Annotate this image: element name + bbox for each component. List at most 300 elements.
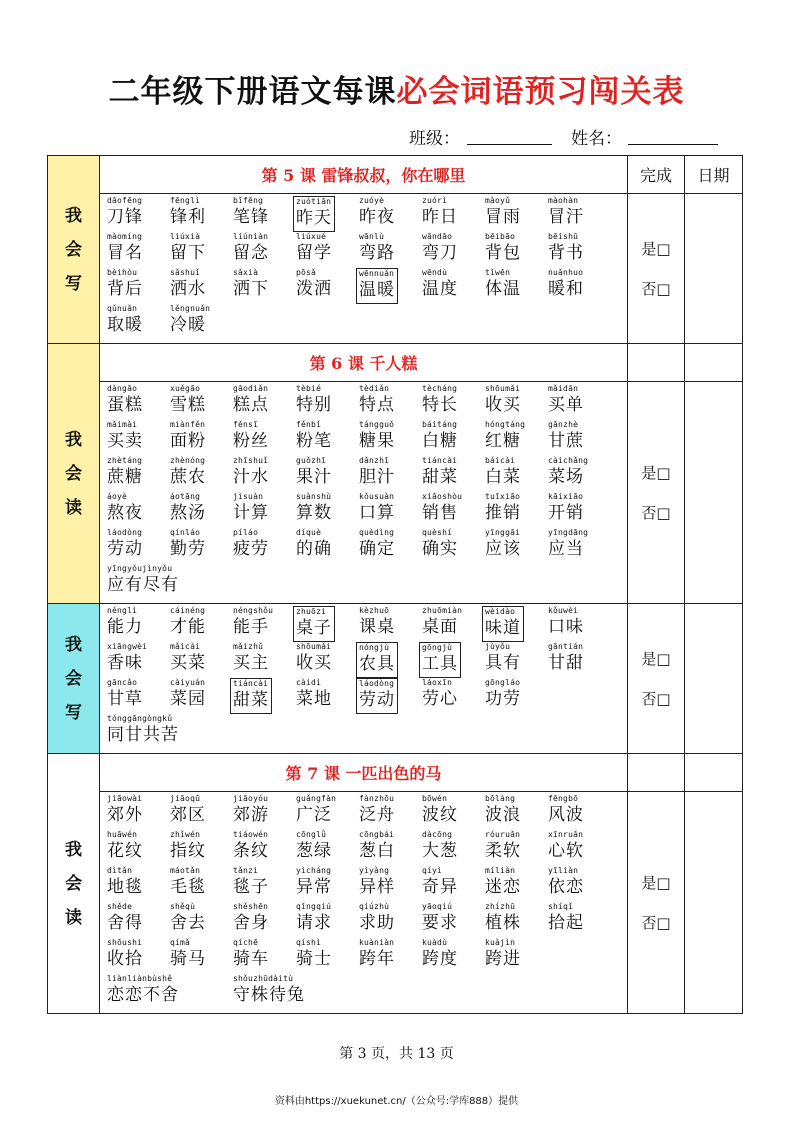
word-pinyin: miànfěn (170, 420, 206, 429)
word-item (548, 384, 611, 420)
vocab-table (47, 155, 743, 1014)
lesson-title: 第 6 课 千人糕 (100, 344, 628, 382)
word-hanzi: 骑车 (233, 949, 269, 969)
word-hanzi: 粉笔 (296, 431, 332, 451)
word-item (548, 866, 611, 902)
word-hanzi: 冒雨 (485, 207, 521, 227)
word-row (107, 678, 627, 714)
word-item (485, 902, 548, 938)
word-hanzi: 冷暖 (170, 315, 206, 335)
word-item (422, 492, 485, 528)
word-item (107, 232, 170, 268)
word-hanzi: 甜菜 (422, 467, 458, 487)
word-hanzi: 大葱 (422, 841, 458, 861)
word-pinyin: gōngláo (485, 678, 521, 687)
word-hanzi: 菜场 (548, 467, 584, 487)
word-item (296, 642, 359, 678)
word-pinyin: qíchē (233, 938, 259, 947)
word-hanzi: 昨日 (422, 207, 458, 227)
word-item (233, 974, 359, 1010)
word-pinyin: jiāoqū (170, 794, 201, 803)
word-pinyin: kǒusuàn (359, 492, 395, 501)
word-pinyin: wèidào (485, 607, 516, 616)
word-hanzi: 劳动 (359, 690, 395, 710)
word-hanzi: 口算 (359, 503, 395, 523)
word-item (359, 678, 422, 714)
word-item (170, 492, 233, 528)
word-pinyin: quèdìng (359, 528, 395, 537)
word-pinyin: shěqù (170, 902, 196, 911)
word-pinyin: nuǎnhuo (548, 268, 584, 277)
word-pinyin: sǎxià (233, 268, 259, 277)
word-pinyin: quèshí (422, 528, 453, 537)
date-header (685, 754, 743, 792)
no-checkbox[interactable]: 否□ (641, 689, 671, 708)
word-row (107, 528, 627, 564)
word-pinyin: gōngjù (422, 643, 453, 652)
word-pinyin: yīngdāng (548, 528, 589, 537)
word-hanzi: 风波 (548, 805, 584, 825)
word-item (485, 678, 548, 714)
word-pinyin: tiáowén (233, 830, 269, 839)
yes-checkbox[interactable]: 是□ (641, 463, 671, 482)
word-hanzi: 糖果 (359, 431, 395, 451)
word-hanzi: 勤劳 (170, 539, 206, 559)
word-pinyin: yāoqiú (422, 902, 453, 911)
no-checkbox[interactable]: 否□ (641, 913, 671, 932)
category-char: 会 (65, 239, 82, 260)
word-pinyin: zhètáng (107, 456, 143, 465)
word-hanzi: 销售 (422, 503, 458, 523)
word-pinyin: kāixiāo (548, 492, 584, 501)
word-item (422, 456, 485, 492)
word-row (107, 794, 627, 830)
word-row (107, 268, 627, 304)
word-pinyin: mǎicài (170, 642, 201, 651)
class-blank[interactable] (467, 144, 552, 145)
word-pinyin: dàcōng (422, 830, 453, 839)
word-pinyin: zhènóng (170, 456, 206, 465)
word-item (233, 528, 296, 564)
lesson-title: 第 7 课 一匹出色的马 (100, 754, 628, 792)
word-pinyin: zuórì (422, 196, 448, 205)
page-title (0, 66, 793, 111)
word-item (170, 268, 233, 304)
word-item (107, 714, 233, 750)
word-item (296, 420, 359, 456)
word-hanzi: 确定 (359, 539, 395, 559)
word-hanzi: 甘蔗 (548, 431, 584, 451)
yes-checkbox[interactable]: 是□ (641, 239, 671, 258)
word-row (107, 232, 627, 268)
word-hanzi: 农具 (359, 654, 395, 674)
word-item (548, 268, 611, 304)
word-row (107, 642, 627, 678)
word-pinyin: yīnggāi (485, 528, 521, 537)
word-hanzi: 菜园 (170, 689, 206, 709)
word-pinyin: wēndù (422, 268, 448, 277)
word-row (107, 714, 627, 750)
word-item (107, 384, 170, 420)
word-pinyin: míliàn (485, 866, 516, 875)
date-cell[interactable] (685, 194, 743, 344)
word-pinyin: nénglì (107, 606, 138, 615)
word-item (548, 606, 611, 642)
word-item (485, 794, 548, 830)
word-hanzi: 才能 (170, 617, 206, 637)
word-item (170, 866, 233, 902)
word-pinyin: màoyǔ (485, 196, 511, 205)
word-pinyin: gāncǎo (107, 678, 138, 687)
word-item (359, 866, 422, 902)
word-pinyin: hóngtáng (485, 420, 526, 429)
word-item (107, 830, 170, 866)
word-hanzi: 跨年 (359, 949, 395, 969)
word-item (548, 830, 611, 866)
word-item (359, 606, 422, 642)
word-item (296, 456, 359, 492)
word-hanzi: 异样 (359, 877, 395, 897)
title-red: 必会词语预习闯关表 (396, 74, 685, 110)
word-hanzi: 昨夜 (359, 207, 395, 227)
word-pinyin: shǒuzhūdàitù (233, 974, 294, 983)
yes-checkbox[interactable]: 是□ (641, 649, 671, 668)
word-row (107, 974, 627, 1010)
word-item (107, 794, 170, 830)
word-hanzi: 广泛 (296, 805, 332, 825)
category-char: 会 (65, 873, 82, 894)
word-hanzi: 背书 (548, 243, 584, 263)
name-blank[interactable] (628, 144, 718, 145)
word-hanzi: 汁水 (233, 467, 269, 487)
completion-cell (628, 792, 685, 1014)
word-pinyin: áoyè (107, 492, 128, 501)
word-item (422, 420, 485, 456)
word-hanzi: 甘甜 (548, 653, 584, 673)
word-item (107, 606, 170, 642)
no-checkbox[interactable]: 否□ (641, 503, 671, 522)
word-hanzi: 刀锋 (107, 207, 143, 227)
word-item (296, 384, 359, 420)
word-item (296, 232, 359, 268)
word-item (170, 938, 233, 974)
word-item (422, 794, 485, 830)
word-hanzi: 守株待兔 (233, 985, 305, 1005)
date-cell[interactable] (685, 792, 743, 1014)
word-item (422, 830, 485, 866)
word-pinyin: láodòng (359, 679, 395, 688)
done-header (628, 754, 685, 792)
word-item (359, 938, 422, 974)
word-item (422, 902, 485, 938)
word-item (170, 420, 233, 456)
word-pinyin: dàngāo (107, 384, 138, 393)
word-item (233, 794, 296, 830)
word-row (107, 564, 627, 600)
word-pinyin: qiúzhù (359, 902, 390, 911)
word-hanzi: 买菜 (170, 653, 206, 673)
word-pinyin: shōushi (107, 938, 143, 947)
word-list (100, 382, 628, 604)
class-label: 班级： (409, 129, 460, 149)
word-hanzi: 功劳 (485, 689, 521, 709)
word-pinyin: bōwén (422, 794, 448, 803)
word-item (359, 492, 422, 528)
word-pinyin: tónggāngòngkǔ (107, 714, 173, 723)
word-item (107, 642, 170, 678)
word-item (359, 268, 422, 304)
word-hanzi: 桌子 (296, 618, 332, 638)
word-hanzi: 疲劳 (233, 539, 269, 559)
word-pinyin: zhuōzi (296, 607, 327, 616)
word-pinyin: pōsǎ (296, 268, 317, 277)
done-header: 完成 (628, 156, 685, 194)
word-hanzi: 冒汗 (548, 207, 584, 227)
word-item (296, 938, 359, 974)
word-hanzi: 温度 (422, 279, 458, 299)
word-pinyin: sǎshuǐ (170, 268, 201, 277)
word-hanzi: 特别 (296, 395, 332, 415)
word-pinyin: huāwén (107, 830, 138, 839)
word-list (100, 792, 628, 1014)
date-header: 日期 (685, 156, 743, 194)
word-pinyin: yīngyǒujìnyǒu (107, 564, 173, 573)
word-pinyin: shōumǎi (485, 384, 521, 393)
word-hanzi: 冒名 (107, 243, 143, 263)
word-list (100, 194, 628, 344)
word-hanzi: 背包 (485, 243, 521, 263)
word-item (170, 528, 233, 564)
word-hanzi: 柔软 (485, 841, 521, 861)
word-hanzi: 菜地 (296, 689, 332, 709)
word-item (296, 866, 359, 902)
word-pinyin: shōumǎi (296, 642, 332, 651)
word-hanzi: 洒水 (170, 279, 206, 299)
source-note: 资料由https://xuekunet.cn/（公众号:学库888）提供 (274, 1096, 519, 1107)
word-hanzi: 蛋糕 (107, 395, 143, 415)
word-hanzi: 算数 (296, 503, 332, 523)
word-item (170, 456, 233, 492)
word-hanzi: 甘草 (107, 689, 143, 709)
word-item (422, 268, 485, 304)
category-char: 写 (65, 702, 82, 723)
word-hanzi: 奇异 (422, 877, 458, 897)
word-hanzi: 洒下 (233, 279, 269, 299)
word-hanzi: 弯刀 (422, 243, 458, 263)
word-item (485, 196, 548, 232)
word-item (485, 492, 548, 528)
word-pinyin: píláo (233, 528, 259, 537)
word-item (422, 196, 485, 232)
word-hanzi: 花纹 (107, 841, 143, 861)
word-pinyin: shíqǐ (548, 902, 574, 911)
word-pinyin: yìcháng (296, 866, 332, 875)
word-hanzi: 蔗糖 (107, 467, 143, 487)
word-pinyin: mǎizhǔ (233, 642, 264, 651)
word-item (170, 642, 233, 678)
word-hanzi: 锋利 (170, 207, 206, 227)
word-item (233, 196, 296, 232)
word-pinyin: mǎidān (548, 384, 579, 393)
word-pinyin: xīnruǎn (548, 830, 584, 839)
word-hanzi: 温暖 (359, 280, 395, 300)
word-hanzi: 能手 (233, 617, 269, 637)
word-pinyin: kèzhuō (359, 606, 390, 615)
word-pinyin: cáinéng (170, 606, 206, 615)
word-pinyin: xiāngwèi (107, 642, 148, 651)
word-pinyin: wānlù (359, 232, 385, 241)
word-item (233, 606, 296, 642)
completion-cell (628, 382, 685, 604)
category-char: 写 (65, 273, 82, 294)
word-pinyin: fěnbǐ (296, 420, 322, 429)
word-item (170, 304, 233, 340)
word-hanzi: 异常 (296, 877, 332, 897)
word-hanzi: 拾起 (548, 913, 584, 933)
word-pinyin: dǎnzhī (359, 456, 390, 465)
word-pinyin: tǎnzi (233, 866, 259, 875)
word-item (107, 528, 170, 564)
word-pinyin: láodòng (107, 528, 143, 537)
word-item (170, 830, 233, 866)
word-item (107, 492, 170, 528)
word-hanzi: 留念 (233, 243, 269, 263)
category-cell (48, 754, 100, 1014)
word-pinyin: tiáncài (233, 679, 269, 688)
word-item (170, 794, 233, 830)
word-hanzi: 能力 (107, 617, 143, 637)
word-hanzi: 甜菜 (233, 690, 269, 710)
word-hanzi: 取暖 (107, 315, 143, 335)
word-item (485, 420, 548, 456)
word-item (296, 606, 359, 642)
category-char: 会 (65, 668, 82, 689)
word-pinyin: tèbié (296, 384, 322, 393)
word-item (548, 528, 611, 564)
word-hanzi: 跨进 (485, 949, 521, 969)
word-item (170, 606, 233, 642)
word-item (296, 492, 359, 528)
word-item (107, 902, 170, 938)
word-hanzi: 泛舟 (359, 805, 395, 825)
word-pinyin: tuīxiāo (485, 492, 521, 501)
word-hanzi: 心软 (548, 841, 584, 861)
word-pinyin: bēibāo (485, 232, 516, 241)
word-pinyin: liànliànbùshě (107, 974, 173, 983)
word-hanzi: 郊外 (107, 805, 143, 825)
word-item (422, 384, 485, 420)
word-pinyin: mǎimài (107, 420, 138, 429)
word-pinyin: fēnglì (170, 196, 201, 205)
word-hanzi: 葱白 (359, 841, 395, 861)
word-hanzi: 跨度 (422, 949, 458, 969)
word-pinyin: guǎngfàn (296, 794, 337, 803)
word-hanzi: 口味 (548, 617, 584, 637)
word-pinyin: kuàjìn (485, 938, 516, 947)
word-hanzi: 熬汤 (170, 503, 206, 523)
word-pinyin: bēishū (548, 232, 579, 241)
date-cell[interactable] (685, 604, 743, 754)
word-item (296, 830, 359, 866)
word-hanzi: 收拾 (107, 949, 143, 969)
word-hanzi: 确实 (422, 539, 458, 559)
category-char: 我 (65, 839, 82, 860)
word-hanzi: 郊区 (170, 805, 206, 825)
word-pinyin: cōngbái (359, 830, 395, 839)
word-hanzi: 特点 (359, 395, 395, 415)
word-item (359, 794, 422, 830)
word-hanzi: 植株 (485, 913, 521, 933)
word-pinyin: jiāowài (107, 794, 143, 803)
word-hanzi: 留学 (296, 243, 332, 263)
category-char: 读 (65, 497, 82, 518)
date-cell[interactable] (685, 382, 743, 604)
word-hanzi: 毯子 (233, 877, 269, 897)
word-pinyin: qínláo (170, 528, 201, 537)
word-item (233, 268, 296, 304)
word-row (107, 606, 627, 642)
word-hanzi: 胆汁 (359, 467, 395, 487)
word-item (233, 830, 296, 866)
word-item (233, 456, 296, 492)
word-hanzi: 劳动 (107, 539, 143, 559)
word-item (422, 938, 485, 974)
word-item (359, 420, 422, 456)
word-hanzi: 地毯 (107, 877, 143, 897)
word-pinyin: zuótiān (296, 197, 332, 206)
word-hanzi: 留下 (170, 243, 206, 263)
word-hanzi: 迷恋 (485, 877, 521, 897)
word-item (548, 794, 611, 830)
category-cell (48, 156, 100, 344)
word-pinyin: jùyǒu (485, 642, 511, 651)
word-pinyin: yìyàng (359, 866, 390, 875)
word-hanzi: 昨天 (296, 208, 332, 228)
word-pinyin: shěde (107, 902, 133, 911)
word-pinyin: kǒuwèi (548, 606, 579, 615)
name-label: 姓名： (571, 129, 622, 149)
word-pinyin: báitáng (422, 420, 458, 429)
category-char: 读 (65, 907, 82, 928)
word-pinyin: qíyì (422, 866, 443, 875)
word-item (548, 492, 611, 528)
word-hanzi: 请求 (296, 913, 332, 933)
word-item (548, 456, 611, 492)
word-item (296, 678, 359, 714)
word-pinyin: fēngbō (548, 794, 579, 803)
word-hanzi: 白糖 (422, 431, 458, 451)
word-hanzi: 背后 (107, 279, 143, 299)
word-hanzi: 课桌 (359, 617, 395, 637)
word-pinyin: láoxīn (422, 678, 453, 687)
word-pinyin: bōlàng (485, 794, 516, 803)
word-item (485, 232, 548, 268)
word-pinyin: càiyuán (170, 678, 206, 687)
word-pinyin: yīliàn (548, 866, 579, 875)
word-item (359, 232, 422, 268)
word-item (359, 456, 422, 492)
yes-checkbox[interactable]: 是□ (641, 873, 671, 892)
word-item (107, 420, 170, 456)
word-pinyin: tǐwēn (485, 268, 511, 277)
word-item (170, 232, 233, 268)
word-item (233, 902, 296, 938)
word-hanzi: 指纹 (170, 841, 206, 861)
word-pinyin: fěnsī (233, 420, 259, 429)
word-hanzi: 波纹 (422, 805, 458, 825)
no-checkbox[interactable]: 否□ (641, 279, 671, 298)
word-item (359, 196, 422, 232)
